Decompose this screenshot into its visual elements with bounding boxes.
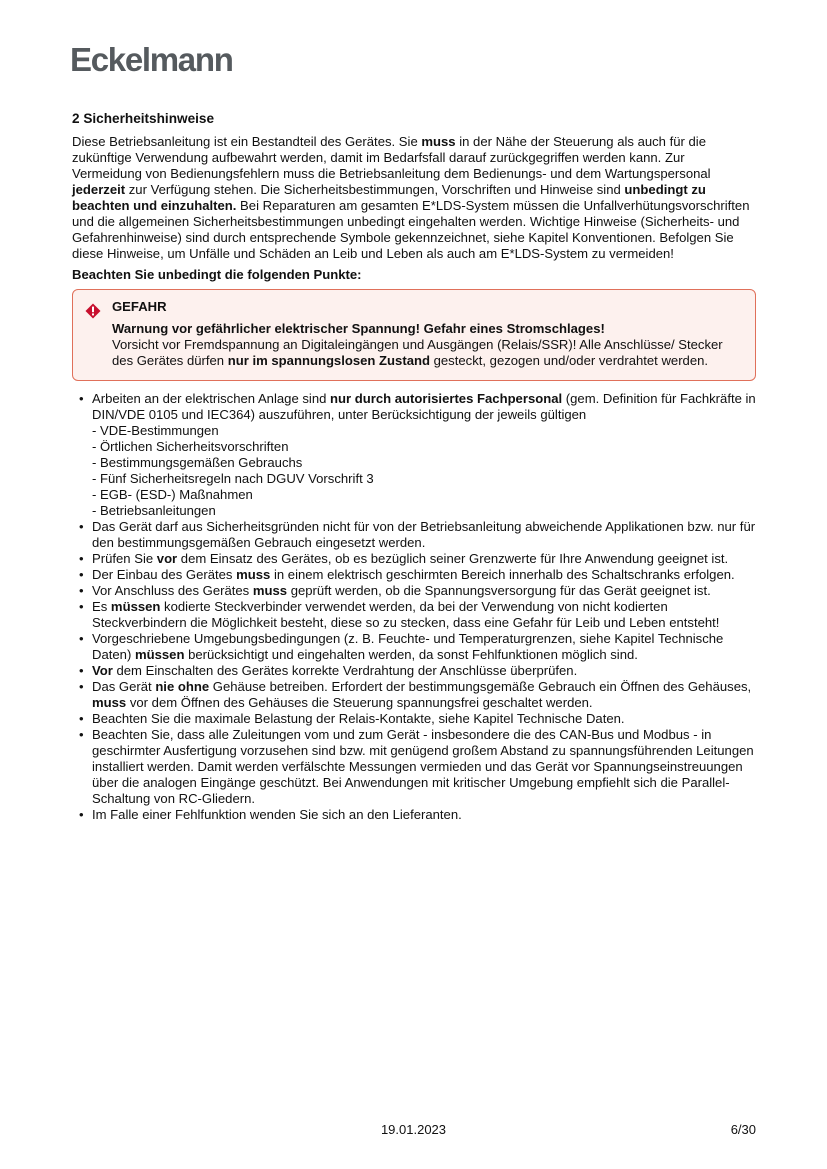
warning-headline: Warnung vor gefährlicher elektrischer Spannung! Gefahr eines Stromschlages! <box>112 321 605 336</box>
emphasis: unbedingt zu beachten und einzuhalten. <box>72 182 706 213</box>
emphasis: nie ohne <box>155 679 210 694</box>
list-item: • Das Gerät darf aus Sicherheitsgründen nicht für von der Betriebsanleitung abweichende Applikationen bzw. nur für den bestimmungsgemäßen Gebrauch eingesetzt werden. <box>92 519 756 551</box>
warning-title: GEFAHR <box>112 299 167 314</box>
list-item: • Im Falle einer Fehlfunktion wenden Sie sich an den Lieferanten. <box>92 807 756 823</box>
emphasis: vor <box>156 551 178 566</box>
footer-date: 19.01.2023 <box>380 1122 447 1137</box>
list-item: • Arbeiten an der elektrischen Anlage sind nur durch autorisiertes Fachpersonal (gem. Definition für Fachkräfte in DIN/VDE 0105 und IEC364) auszuführen, unter Berücksichtigung der jeweils gültigen - VDE-Bestimmungen - Örtlichen Sicherheitsvorschriften - Bestimmungsgemäßen Gebrauchs - Fünf Sicherheitsregeln nach DGUV Vorschrift 3 - EGB- (ESD-) Maßnahmen - Betriebsanleitungen <box>92 391 756 519</box>
list-item: • Beachten Sie, dass alle Zuleitungen vom und zum Gerät - insbesondere die des CAN-Bus und Modbus - in geschirmter Ausfertigung vorzusehen sind bzw. mit genügend großem Abstand zu spannungsführenden Leitungen installiert werden. Damit werden verfälschte Messungen vermieden und das Gerät vor Spannungseinstreuungen über die analogen Eingänge geschützt. Bei Anwendungen mit kritischer Umgebung empfiehlt sich die Parallel-Schaltung von RC-Gliedern. <box>92 727 756 807</box>
lead-sentence: Beachten Sie unbedingt die folgenden Punkte: <box>72 267 362 282</box>
emphasis: muss <box>252 583 288 598</box>
list-item: • Das Gerät nie ohne Gehäuse betreiben. Erfordert der bestimmungsgemäße Gebrauch ein Öffnen des Gehäuses, muss vor dem Öffnen des Gehäuses die Steuerung spannungsfrei geschaltet werden. <box>92 679 756 711</box>
list-item: • Der Einbau des Gerätes muss in einem elektrisch geschirmten Bereich innerhalb des Schaltschranks erfolgen. <box>92 567 756 583</box>
emphasis: Vor <box>92 663 113 678</box>
section-heading: 2 Sicherheitshinweise <box>72 111 215 126</box>
list-item: • Vor dem Einschalten des Gerätes korrekte Verdrahtung der Anschlüsse überprüfen. <box>92 663 756 679</box>
intro-paragraph: Diese Betriebsanleitung ist ein Bestandteil des Gerätes. Sie muss in der Nähe der Steuerung als auch für die zukünftige Verwendung aufbewahrt werden, damit im Bedarfsfall darauf zurückgegriffen werden kann. Zur Vermeidung von Bedienungsfehlern muss die Betriebsanleitung dem Bedienungs- und dem Wartungspersonal jederzeit zur Verfügung stehen. Die Sicherheitsbestimmungen, Vorschriften und Hinweise sind unbedingt zu beachten und einzuhalten. Bei Reparaturen am gesamten E*LDS-System müssen die Unfallverhütungsvorschriften und die allgemeinen Sicherheitsbestimmungen unbedingt eingehalten werden. Wichtige Hinweise (Sicherheits- und Gefahrenhinweise) sind durch entsprechende Symbole gekennzeichnet, siehe Kapitel Konventionen. Befolgen Sie diese Hinweise, um Unfälle und Schäden an Leib und Leben als auch am E*LDS-System zu vermeiden! <box>72 134 750 261</box>
company-logo: Eckelmann <box>70 41 233 78</box>
list-item: • Prüfen Sie vor dem Einsatz des Gerätes, ob es bezüglich seiner Grenzwerte für Ihre Anwendung geeignet ist. <box>92 551 756 567</box>
danger-diamond-icon <box>85 303 101 319</box>
emphasis: nur im spannungslosen Zustand <box>227 353 430 368</box>
list-item: • Vor Anschluss des Gerätes muss geprüft werden, ob die Spannungsversorgung für das Gerät geeignet ist. <box>92 583 756 599</box>
emphasis: muss <box>421 134 456 149</box>
warning-text <box>112 321 743 369</box>
emphasis: muss <box>236 567 271 582</box>
emphasis: müssen <box>110 599 161 614</box>
emphasis: muss <box>92 695 127 710</box>
list-item: • Es müssen kodierte Steckverbinder verwendet werden, da bei der Verwendung von nicht kodierten Steckverbindern die Möglichkeit besteht, diese so zu stecken, dass eine Gefahr für Leib und Leben entsteht! <box>92 599 756 631</box>
danger-warning-box <box>72 289 756 381</box>
main-content <box>72 110 756 823</box>
list-item: • Beachten Sie die maximale Belastung der Relais-Kontakte, siehe Kapitel Technische Daten. <box>92 711 756 727</box>
safety-points-list <box>72 391 756 823</box>
page-number: 6/30 <box>730 1122 756 1137</box>
emphasis: jederzeit <box>72 182 126 197</box>
warning-body: Vorsicht vor Fremdspannung an Digitaleingängen und Ausgängen (Relais/SSR)! Alle Anschlüsse/ Stecker des Gerätes dürfen nur im spannungslosen Zustand gesteckt, gezogen und/oder verdrahtet werden. <box>112 337 723 368</box>
emphasis: müssen <box>134 647 185 662</box>
list-item: • Vorgeschriebene Umgebungsbedingungen (z. B. Feuchte- und Temperaturgrenzen, siehe Kapitel Technische Daten) müssen berücksichtigt und eingehalten werden, da sonst Fehlfunktionen möglich sind. <box>92 631 756 663</box>
emphasis: nur durch autorisiertes Fachpersonal <box>330 391 563 406</box>
